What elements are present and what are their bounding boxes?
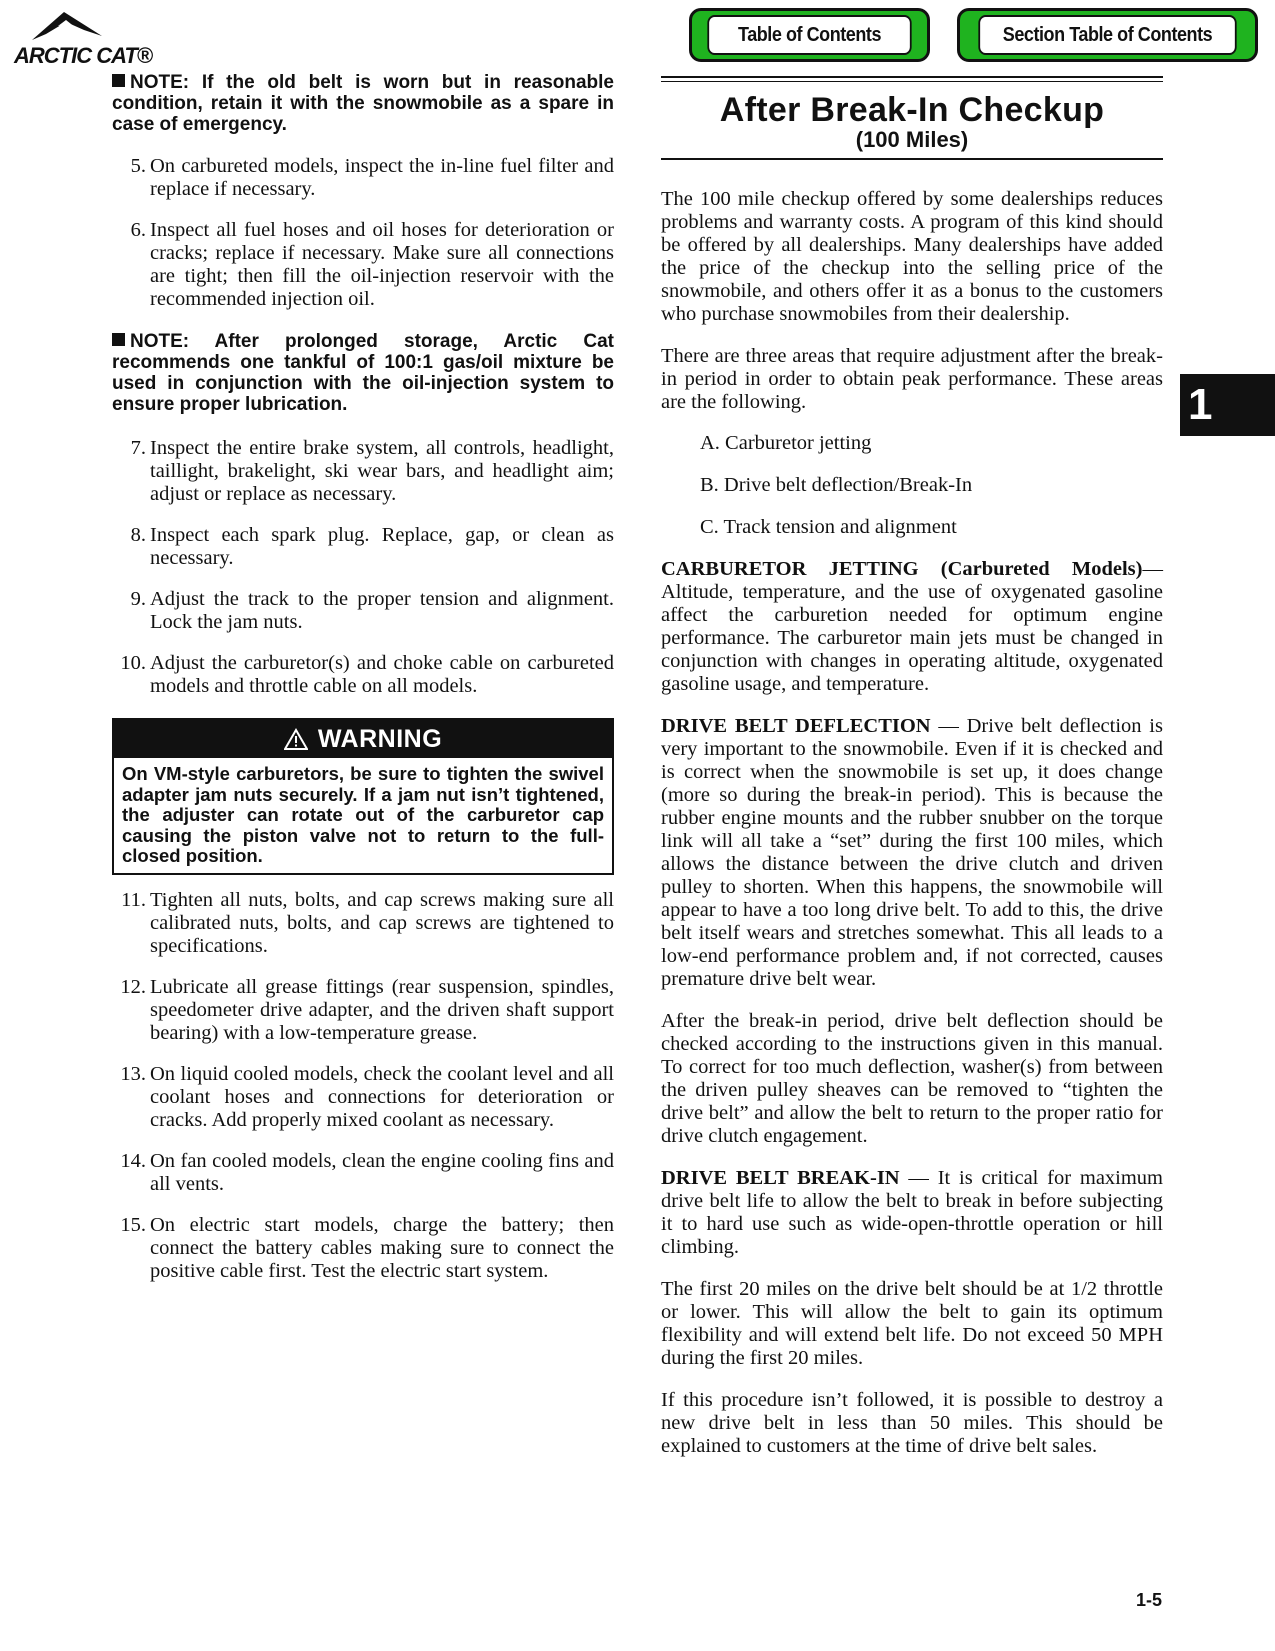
step-item <box>112 652 614 698</box>
note-bullet-icon <box>112 74 125 87</box>
maintenance-steps-5-6 <box>112 155 614 311</box>
step-item <box>112 219 614 311</box>
area-item-a: A. Carburetor jetting <box>700 432 872 454</box>
step-number: 11. <box>121 888 146 911</box>
drive-belt-deflection-heading: DRIVE BELT DEFLECTION <box>661 715 931 737</box>
step-text: On fan cooled models, clean the engine cooling fins and all vents. <box>150 1149 614 1195</box>
step-text: Adjust the track to the proper tension and alignment. Lock the jam nuts. <box>150 588 614 633</box>
page-title: After Break-In Checkup <box>719 91 1105 129</box>
step-number: 14. <box>120 1149 146 1172</box>
arctic-cat-logo-icon <box>14 10 134 46</box>
area-item-b: B. Drive belt deflection/Break-In <box>700 474 973 496</box>
step-item <box>112 588 614 634</box>
step-text: Inspect the entire brake system, all controls, headlight, taillight, brakelight, ski wear bars, and headlight aim; adjust or replace as necessary. <box>150 437 614 505</box>
after-break-in-paragraph: After the break-in period, drive belt deflection should be checked according to the instructions given in this manual. To correct for too much deflection, washer(s) from between the driven pulley sheaves can be removed to “tighten the drive belt” and allow the belt to return to the proper ratio for drive clutch engagement. <box>661 1010 1163 1147</box>
step-item <box>112 155 614 201</box>
step-number: 5. <box>130 155 146 177</box>
step-number: 13. <box>120 1062 146 1085</box>
step-text: Adjust the carburetor(s) and choke cable on carbureted models and throttle cable on all models. <box>150 652 614 697</box>
title-rule-top-thin <box>661 81 1163 82</box>
step-number: 10. <box>120 652 146 674</box>
step-item <box>112 1150 614 1196</box>
section-tab-marker: 1 <box>1180 374 1275 436</box>
step-item <box>112 889 614 958</box>
title-rule-top <box>661 76 1163 78</box>
table-of-contents-button[interactable] <box>689 8 930 62</box>
step-number: 12. <box>120 975 146 998</box>
step-number: 7. <box>130 437 146 459</box>
intro-paragraph: The 100 mile checkup offered by some dealerships reduces problems and warranty costs. A program of this kind should be offered by all dealerships. Many dealerships have added the price of the checkup into the selling price of the snowmobile, and others offer it as a bonus to the customers who purchase snowmobiles from their dealership. <box>661 188 1163 325</box>
step-text: Inspect each spark plug. Replace, gap, or clean as necessary. <box>150 524 614 569</box>
step-number: 15. <box>120 1213 146 1236</box>
maintenance-steps-7-10 <box>112 437 614 698</box>
drive-belt-break-in-paragraph: DRIVE BELT BREAK-IN — It is critical for maximum drive belt life to allow the belt to break in before subjecting it to hard use such as wide-open-throttle operation or hill climbing. <box>661 1167 1164 1258</box>
area-item-c: C. Track tension and alignment <box>700 516 957 538</box>
step-text: On electric start models, charge the battery; then connect the battery cables making sure to connect the positive cable first. Test the electric start system. <box>150 1213 614 1282</box>
note-spare-belt: NOTE: If the old belt is worn but in reasonable condition, retain it with the snowmobile as a spare in case of emergency. <box>112 72 614 135</box>
step-item <box>112 437 614 506</box>
warning-title: WARNING <box>317 724 443 753</box>
areas-intro-paragraph: There are three areas that require adjustment after the break-in period in order to obtain peak performance. These areas are the following. <box>661 345 1163 413</box>
step-item <box>112 524 614 570</box>
first-20-miles-paragraph: The first 20 miles on the drive belt should be at 1/2 throttle or lower. This will allow the belt to gain its optimum flexibility and will extend belt life. Do not exceed 50 MPH during the first 20 miles. <box>661 1278 1163 1369</box>
step-item <box>112 1063 614 1132</box>
step-number: 6. <box>130 219 146 241</box>
procedure-warning-paragraph: If this procedure isn’t followed, it is possible to destroy a new drive belt in less than 50 miles. This should be explained to customers at the time of drive belt sales. <box>661 1389 1163 1457</box>
maintenance-steps-11-15 <box>112 889 614 1283</box>
title-rule-bottom <box>661 158 1163 160</box>
left-column <box>112 70 614 1283</box>
carburetor-jetting-heading: CARBURETOR JETTING (Carbureted Models) <box>661 558 1143 580</box>
note-bullet-icon <box>112 333 125 346</box>
logo-text: ARCTIC CAT® <box>14 43 153 68</box>
step-text: Lubricate all grease fittings (rear suspension, spindles, speedometer drive adapter, and the driven shaft support bearing) with a low-temperature grease. <box>150 975 614 1044</box>
section-table-of-contents-label: Section Table of Contents <box>978 15 1236 55</box>
drive-belt-deflection-paragraph: DRIVE BELT DEFLECTION — Drive belt deflection is very important to the snowmobile. Even if it is checked and is correct when the snowmobile is set up, it does change (more so during the break-in period). This is because the rubber engine mounts and the rubber snubber on the torque link will all take a “set” during the first 100 miles, which allows the distance between the drive clutch and driven pulley to shorten. When this happens, the snowmobile will appear to have a too long drive belt. To add to this, the drive belt itself wears and stretches somewhat. This all leads to a low-end performance problem and, if not corrected, causes premature drive belt wear. <box>661 715 1163 990</box>
drive-belt-break-in-heading: DRIVE BELT BREAK-IN <box>661 1167 900 1189</box>
step-text: Tighten all nuts, bolts, and cap screws making sure all calibrated nuts, bolts, and cap screws are tightened to specifications. <box>150 888 614 957</box>
step-text: On liquid cooled models, check the coolant level and all coolant hoses and connections for deterioration or cracks. Add properly mixed coolant as necessary. <box>150 1062 614 1131</box>
step-item <box>112 1214 614 1283</box>
step-item <box>112 976 614 1045</box>
right-column <box>661 68 1163 1458</box>
warning-box <box>112 718 614 875</box>
step-text: On carbureted models, inspect the in-line fuel filter and replace if necessary. <box>150 155 614 200</box>
step-number: 8. <box>130 524 146 546</box>
arctic-cat-logo <box>14 10 153 68</box>
step-text: Inspect all fuel hoses and oil hoses for deterioration or cracks; replace if necessary. Make sure all connections are tight; then fill the oil-injection reservoir with the recommended injection oil. <box>150 219 614 310</box>
carburetor-jetting-paragraph: CARBURETOR JETTING (Carbureted Models)—Altitude, temperature, and the use of oxygenated gasoline affect the carburetion needed for optimum engine performance. The carburetor main jets must be changed in conjunction with changes in operating altitude, oxygenated gasoline usage, and temperature. <box>661 558 1163 695</box>
warning-header <box>114 720 612 758</box>
table-of-contents-label: Table of Contents <box>707 15 911 55</box>
step-number: 9. <box>130 588 146 610</box>
page-subtitle: (100 Miles) <box>855 127 969 152</box>
section-table-of-contents-button[interactable] <box>957 8 1258 62</box>
page-number: 1-5 <box>1135 1590 1162 1610</box>
warning-triangle-icon <box>284 728 308 750</box>
warning-body: On VM-style carburetors, be sure to tighten the swivel adapter jam nuts securely. If a jam nut isn’t tightened, the adjuster can rotate out of the carburetor cap causing the piston valve not to return to the full-closed position. <box>122 763 604 866</box>
note-prolonged-storage: NOTE: After prolonged storage, Arctic Cat recommends one tankful of 100:1 gas/oil mixture be used in conjunction with the oil-injection system to ensure proper lubrication. <box>112 331 614 415</box>
